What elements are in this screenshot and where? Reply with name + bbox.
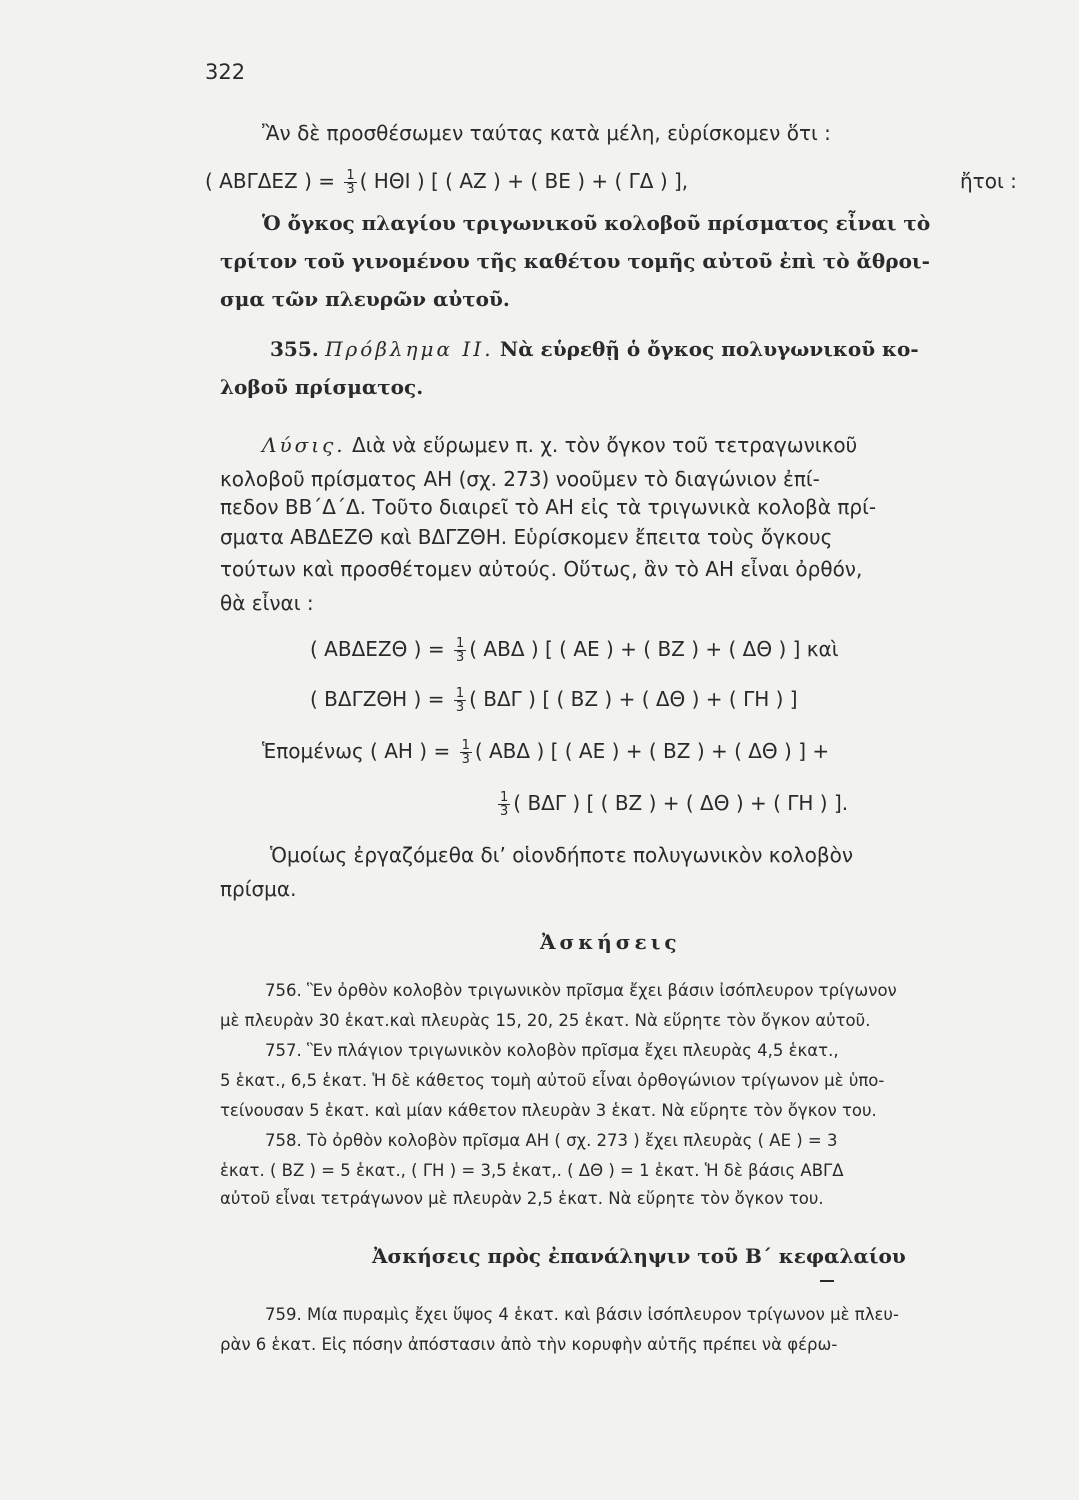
problem-line — [270, 336, 919, 362]
formula-rhs: ( ΗΘΙ ) [ ( ΑΖ ) + ( ΒΕ ) + ( ΓΔ ) ], — [359, 169, 689, 193]
fraction-den: 3 — [455, 650, 465, 665]
text-line: Ὁμοίως ἐργαζόμεθα δι’ οἱονδήποτε πολυγωνικὸν κολοβὸν — [270, 843, 854, 867]
theorem-line: σμα τῶν πλευρῶν αὐτοῦ. — [220, 287, 510, 311]
problem-line: λοβοῦ πρίσματος. — [220, 375, 424, 399]
fraction-num: 1 — [500, 790, 509, 805]
fraction — [344, 169, 356, 196]
theorem-line: Ὁ ὄγκος πλαγίου τριγωνικοῦ κολοβοῦ πρίσματος εἶναι τὸ — [262, 211, 931, 235]
fraction-den: 3 — [455, 700, 465, 715]
text-line: πεδον ΒΒ΄Δ΄Δ. Τοῦτο διαιρεῖ τὸ ΑΗ εἰς τὰ τριγωνικὰ κολοβὰ πρί- — [220, 495, 877, 519]
fraction — [454, 637, 466, 664]
formula-lhs: ( ΒΔΓΖΘΗ ) = — [310, 687, 451, 711]
fraction-num: 1 — [455, 686, 465, 701]
fraction — [498, 791, 510, 818]
formula-line — [262, 738, 829, 766]
formula-line — [310, 636, 839, 664]
text-line — [262, 432, 857, 458]
exercise-line: τείνουσαν 5 ἑκατ. καὶ μίαν κάθετον πλευρὰν 3 ἑκατ. Νὰ εὕρητε τὸν ὄγκον του. — [220, 1101, 877, 1120]
fraction-den: 3 — [346, 182, 355, 197]
fraction-num: 1 — [455, 636, 465, 651]
text-line: κολοβοῦ πρίσματος ΑΗ (σχ. 273) νοοῦμεν τὸ διαγώνιον ἐπί- — [220, 467, 820, 491]
formula-line — [205, 168, 688, 196]
formula-lhs: Ἑπομένως ( ΑΗ ) = — [262, 739, 457, 763]
exercise-line: μὲ πλευρὰν 30 ἑκατ.καὶ πλευρὰς 15, 20, 25 ἑκατ. Νὰ εὕρητε τὸν ὄγκον αὐτοῦ. — [220, 1011, 871, 1030]
fraction-den: 3 — [461, 752, 470, 767]
text-line: σματα ΑΒΔΕΖΘ καὶ ΒΔΓΖΘΗ. Εὑρίσκομεν ἔπειτα τοὺς ὄγκους — [220, 525, 833, 549]
page-number: 322 — [205, 60, 246, 84]
problem-title: Νὰ εὑρεθῇ ὁ ὄγκος πολυγωνικοῦ κο- — [499, 337, 919, 361]
fraction-num: 1 — [461, 738, 470, 753]
theorem-line: τρίτον τοῦ γινομένου τῆς καθέτου τομῆς αὐτοῦ ἐπὶ τὸ ἄθροι- — [220, 249, 930, 273]
text-line: τούτων καὶ προσθέτομεν αὐτούς. Οὕτως, ἂν τὸ ΑΗ εἶναι ὀρθόν, — [220, 557, 863, 581]
fraction — [454, 687, 466, 714]
problem-label: Πρόβλημα ΙΙ. — [325, 337, 494, 361]
problem-number: 355. — [270, 337, 319, 361]
exercise-line: αὐτοῦ εἶναι τετράγωνον μὲ πλευρὰν 2,5 ἑκατ. Νὰ εὕρητε τὸν ὄγκον του. — [220, 1189, 824, 1208]
formula-line — [495, 790, 848, 818]
exercise-line: 5 ἑκατ., 6,5 ἑκατ. Ἡ δὲ κάθετος τομὴ αὐτοῦ εἶναι ὀρθογώνιον τρίγωνον μὲ ὑπο- — [220, 1071, 885, 1090]
exercise-line: 757. Ἓν πλάγιον τριγωνικὸν κολοβὸν πρῖσμα ἔχει πλευρὰς 4,5 ἑκατ., — [265, 1041, 839, 1060]
formula-rhs: ( ΑΒΔ ) [ ( ΑΕ ) + ( ΒΖ ) + ( ΔΘ ) ] καὶ — [469, 637, 839, 661]
solution-label: Λύσις. — [262, 433, 346, 457]
formula-rhs: ( ΑΒΔ ) [ ( ΑΕ ) + ( ΒΖ ) + ( ΔΘ ) ] + — [474, 739, 830, 763]
text-line: ἤτοι : — [960, 169, 1017, 193]
text-line: Ἂν δὲ προσθέσωμεν ταύτας κατὰ μέλη, εὑρίσκομεν ὅτι : — [262, 121, 831, 145]
exercise-line: ἑκατ. ( ΒΖ ) = 5 ἑκατ., ( ΓΗ ) = 3,5 ἑκατ,. ( ΔΘ ) = 1 ἑκατ. Ἡ δὲ βάσις ΑΒΓΔ — [220, 1161, 844, 1180]
fraction-num: 1 — [346, 168, 355, 183]
exercise-line: 759. Μία πυραμὶς ἔχει ὕψος 4 ἑκατ. καὶ βάσιν ἰσόπλευρον τρίγωνον μὲ πλευ- — [265, 1305, 899, 1324]
exercise-line: 758. Τὸ ὀρθὸν κολοβὸν πρῖσμα ΑΗ ( σχ. 273 ) ἔχει πλευρὰς ( ΑΕ ) = 3 — [265, 1131, 838, 1150]
fraction-den: 3 — [500, 804, 509, 819]
fraction — [460, 739, 472, 766]
exercises-heading: Ἀσκήσεις — [540, 930, 681, 954]
solution-text: Διὰ νὰ εὕρωμεν π. χ. τὸν ὄγκον τοῦ τετραγωνικοῦ — [352, 433, 858, 457]
divider-mark — [820, 1280, 834, 1282]
formula-line — [310, 686, 798, 714]
review-heading: Ἀσκήσεις πρὸς ἐπανάληψιν τοῦ Β΄ κεφαλαίου — [372, 1244, 906, 1268]
text-line: θὰ εἶναι : — [220, 591, 314, 615]
formula-lhs: ( ΑΒΔΕΖΘ ) = — [310, 637, 451, 661]
formula-lhs: ( ΑΒΓΔΕΖ ) = — [205, 169, 342, 193]
exercise-line: 756. Ἓν ὀρθὸν κολοβὸν τριγωνικὸν πρῖσμα ἔχει βάσιν ἰσόπλευρον τρίγωνον — [265, 981, 897, 1000]
formula-rhs: ( ΒΔΓ ) [ ( ΒΖ ) + ( ΔΘ ) + ( ΓΗ ) ] — [469, 687, 798, 711]
formula-rhs: ( ΒΔΓ ) [ ( ΒΖ ) + ( ΔΘ ) + ( ΓΗ ) ]. — [513, 791, 849, 815]
exercise-line: ρὰν 6 ἑκατ. Εἰς πόσην ἀπόστασιν ἀπὸ τὴν κορυφὴν αὐτῆς πρέπει νὰ φέρω- — [220, 1335, 838, 1354]
text-line: πρίσμα. — [220, 877, 297, 901]
